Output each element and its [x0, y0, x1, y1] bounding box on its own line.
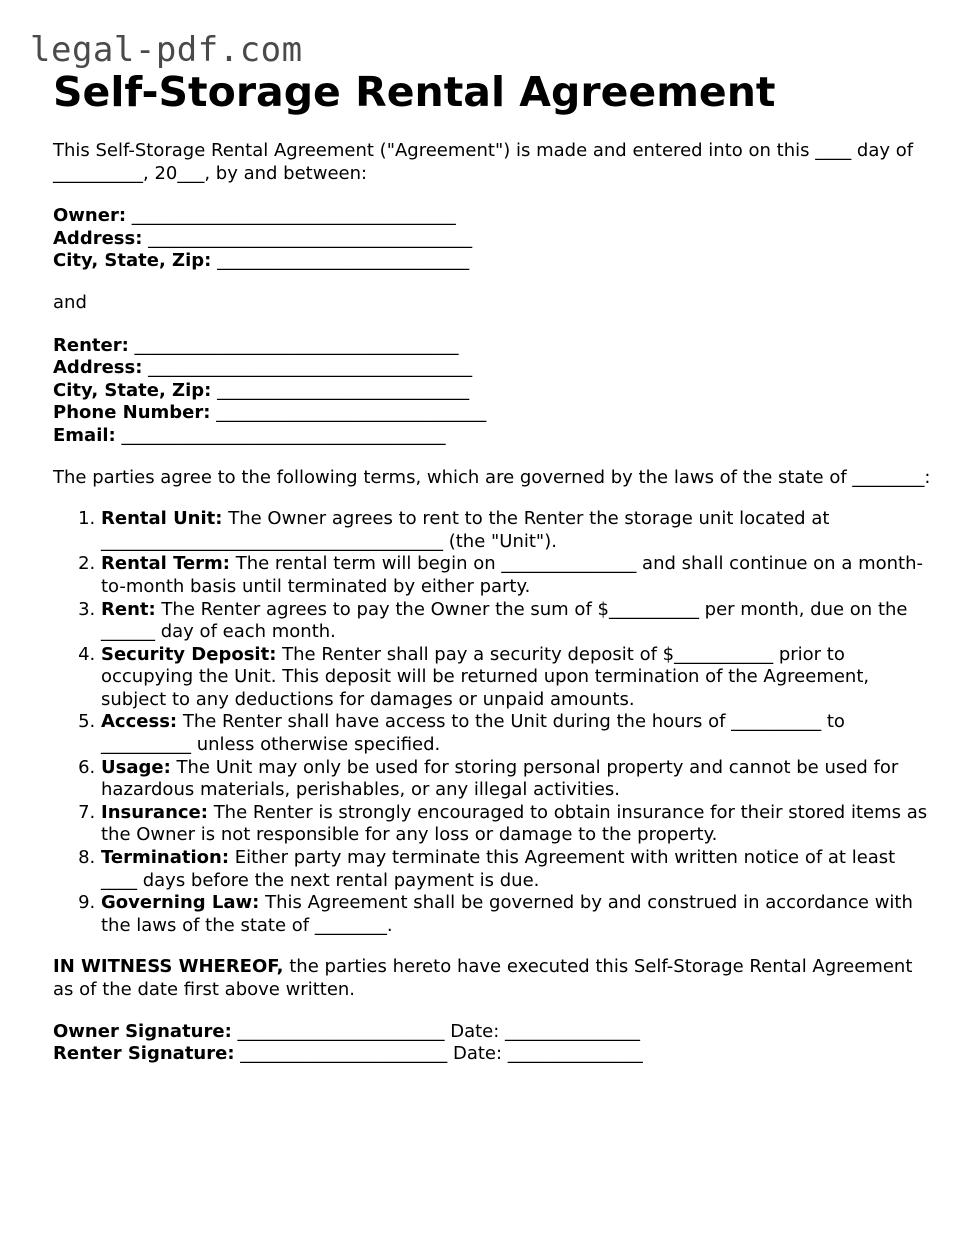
renter-phone-row — [53, 402, 933, 425]
term-item — [101, 892, 933, 937]
owner-block — [53, 205, 933, 273]
renter-name-row — [53, 335, 933, 358]
owner-city-row — [53, 250, 933, 273]
renter-city-label: City, State, Zip: — [53, 379, 212, 401]
renter-address-label: Address: — [53, 357, 143, 379]
signature-block — [53, 1021, 933, 1066]
intro-paragraph: This Self-Storage Rental Agreement ("Agreement") is made and entered into on this ____ day of __________, 20___, by and between: — [53, 140, 914, 184]
term-label: Insurance: — [101, 801, 208, 823]
document-page — [53, 68, 933, 1066]
owner-name-line: ____________________________________ — [126, 205, 456, 227]
term-label: Rental Unit: — [101, 508, 223, 530]
watermark-text: legal-pdf.com — [30, 30, 303, 70]
owner-city-label: City, State, Zip: — [53, 250, 212, 272]
renter-block — [53, 335, 933, 448]
renter-address-row — [53, 357, 933, 380]
term-item — [101, 711, 933, 756]
renter-signature-row — [53, 1043, 933, 1066]
term-label: Termination: — [101, 847, 230, 869]
terms-intro: The parties agree to the following terms, which are governed by the laws of the state of ________: — [53, 466, 931, 488]
owner-signature-label: Owner Signature: — [53, 1020, 232, 1042]
renter-signature-label: Renter Signature: — [53, 1043, 235, 1065]
renter-name-line: ____________________________________ — [128, 334, 459, 356]
renter-email-line: ____________________________________ — [115, 424, 446, 446]
owner-signature-line: _______________________ Date: _______________ — [231, 1020, 641, 1042]
renter-address-line: ____________________________________ — [142, 357, 473, 379]
term-text: The Renter shall have access to the Unit during the hours of __________ to __________ unless otherwise specified. — [101, 711, 845, 756]
witness-label: IN WITNESS WHEREOF, — [53, 956, 284, 978]
term-text: The Owner agrees to rent to the Renter the storage unit located at ______________________________________ (the "Unit"). — [101, 508, 830, 552]
owner-name-row — [53, 205, 933, 228]
witness-text: the parties hereto have executed this Self-Storage Rental Agreement as of the date first above written. — [53, 956, 913, 1000]
document-title: Self-Storage Rental Agreement — [53, 68, 776, 116]
renter-phone-line: ______________________________ — [210, 402, 487, 424]
witness-paragraph — [53, 956, 933, 1001]
term-item — [101, 644, 933, 712]
term-label: Governing Law: — [101, 892, 260, 914]
renter-name-label: Renter: — [53, 334, 129, 356]
term-item — [101, 508, 933, 553]
term-text: The Renter shall pay a security deposit of $___________ prior to occupying the Unit. This deposit will be returned upon termination of the Agreement, subject to any deductions for damages or unpaid amounts. — [101, 643, 870, 710]
owner-address-row — [53, 228, 933, 251]
renter-city-row — [53, 380, 933, 403]
owner-address-line: ____________________________________ — [142, 227, 473, 249]
owner-address-label: Address: — [53, 227, 143, 249]
term-text: Either party may terminate this Agreement with written notice of at least ____ days before the next rental payment is due. — [101, 847, 896, 891]
term-text: This Agreement shall be governed by and construed in accordance with the laws of the state of ________. — [101, 892, 913, 936]
terms-list — [53, 508, 933, 937]
and-text: and — [53, 291, 87, 313]
owner-name-label: Owner: — [53, 205, 127, 227]
renter-phone-label: Phone Number: — [53, 402, 211, 424]
renter-signature-line: _______________________ Date: _______________ — [234, 1043, 643, 1065]
term-item — [101, 599, 933, 644]
renter-email-label: Email: — [53, 424, 116, 446]
term-item — [101, 553, 933, 598]
renter-email-row — [53, 425, 933, 448]
term-text: The rental term will begin on _______________ and shall continue on a month-to-month basis until terminated by either party. — [101, 553, 923, 597]
term-text: The Renter is strongly encouraged to obtain insurance for their stored items as the Owner is not responsible for any loss or damage to the property. — [101, 801, 928, 846]
owner-city-line: ____________________________ — [211, 250, 470, 272]
term-item — [101, 802, 933, 847]
term-label: Usage: — [101, 756, 171, 778]
term-text: The Unit may only be used for storing personal property and cannot be used for hazardous materials, perishables, or any illegal activities. — [101, 756, 899, 801]
term-label: Access: — [101, 711, 178, 733]
term-label: Rent: — [101, 598, 156, 620]
owner-signature-row — [53, 1021, 933, 1044]
term-label: Rental Term: — [101, 553, 230, 575]
term-item — [101, 847, 933, 892]
term-label: Security Deposit: — [101, 643, 277, 665]
term-text: The Renter agrees to pay the Owner the sum of $__________ per month, due on the ______ day of each month. — [101, 598, 908, 643]
renter-city-line: ____________________________ — [211, 379, 470, 401]
term-item — [101, 757, 933, 802]
